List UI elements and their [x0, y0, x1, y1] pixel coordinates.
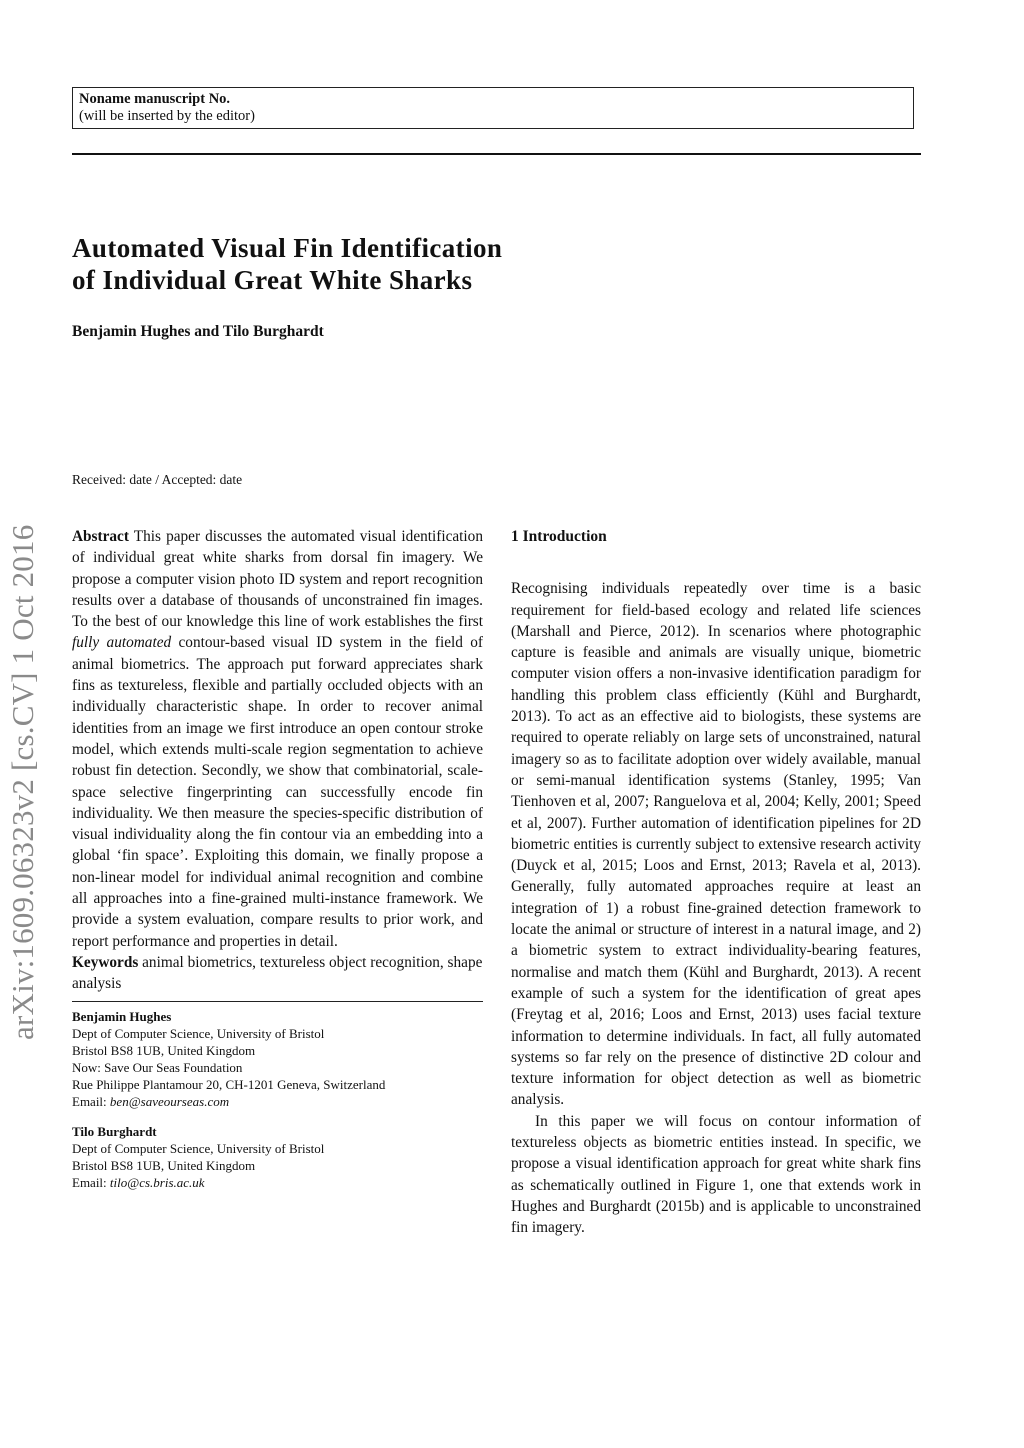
affiliation-line: Bristol BS8 1UB, United Kingdom [72, 1042, 256, 1058]
affiliation-name: Benjamin Hughes [72, 1008, 172, 1024]
affiliation-block [72, 1008, 483, 1110]
title-line-2: of Individual Great White Sharks [72, 265, 473, 295]
affiliation-line: Rue Philippe Plantamour 20, CH-1201 Geneva, Switzerland [72, 1076, 386, 1092]
affiliation-block [72, 1123, 483, 1191]
editor-note: (will be inserted by the editor) [79, 108, 255, 124]
author-list: Benjamin Hughes and Tilo Burghardt [72, 323, 324, 340]
intro-paragraph-1: Recognising individuals repeatedly over time is a basic requirement for field-based ecology and related life sciences (Marshall and Pierce, 2012). In scenarios where photographic capture is feasible and animals are visually unique, biometric computer vision offers a non-invasive identification paradigm for handling this problem class efficiently (Kühl and Burghardt, 2013). To act as an effective aid to biologists, these systems are required to operate reliably on large sets of unconstrained, natural imagery so as to facilitate adoption over widely available, manual or semi-manual identification systems (Stanley, 1995; Van Tienhoven et al, 2007; Ranguelova et al, 2004; Kelly, 2001; Speed et al, 2007). Further automation of identification pipelines for 2D biometric entities is currently subject to extensive research activity (Duyck et al, 2015; Loos and Ernst, 2013; Ravela et al, 2013). Generally, fully automated approaches require at least an integration of 1) a robust fine-grained detection framework to locate the animal or structure of interest in a natural image, and 2) a biometric system to extract individuality-bearing features, normalise and match them (Kühl and Burghardt, 2013). A recent example of such a system for the identification of great apes (Freytag et al, 2016; Loos and Ernst, 2013) uses facial texture information to determine individuals. In fact, all fully automated systems so far rely on the presence of distinctive 2D colour and texture information for object detection as well as biometric analysis. [511, 580, 921, 1109]
title-line-1: Automated Visual Fin Identification [72, 233, 503, 263]
email-label: Email: [72, 1174, 107, 1190]
keywords-label: Keywords [72, 953, 139, 971]
abstract [72, 526, 483, 952]
affiliation-line: Dept of Computer Science, University of Bristol [72, 1025, 325, 1041]
right-column [511, 526, 921, 1239]
paper-title [72, 232, 772, 296]
affiliation-name: Tilo Burghardt [72, 1123, 157, 1139]
received-date: Received: date / Accepted: date [72, 472, 243, 487]
affiliation-line: Bristol BS8 1UB, United Kingdom [72, 1157, 256, 1173]
affiliation-line: Now: Save Our Seas Foundation [72, 1059, 243, 1075]
email-address[interactable]: ben@saveourseas.com [109, 1093, 230, 1109]
affiliation-rule [72, 1001, 483, 1002]
affiliation-email [72, 1174, 483, 1191]
affiliation-email [72, 1093, 483, 1110]
abstract-emphasis: fully automated [72, 634, 172, 652]
editor-box [72, 87, 914, 129]
affiliation-line: Dept of Computer Science, University of Bristol [72, 1140, 325, 1156]
abstract-text-b: contour-based visual ID system in the field of animal biometrics. The approach put forward appreciates shark fins as textureless, flexible and partially occluded objects with an individually characteristic shape. In order to recover animal identities from an image we first introduce an open contour stroke model, which extends multi-scale region segmentation to achieve robust fin detection. Secondly, we show that combinatorial, scale-space selective fingerprinting can successfully encode fin individuality. We then measure the species-specific distribution of visual individuality along the fin contour via an embedding into a global ‘fin space’. Exploiting this domain, we finally propose a non-linear model for individual animal recognition and combine all approaches into a fine-grained multi-instance framework. We provide a system evaluation, compare results to prior work, and report performance and properties in detail. [72, 634, 483, 950]
keywords [72, 952, 483, 995]
intro-paragraph-2: In this paper we will focus on contour information of textureless objects as biometric entities instead. In specific, we propose a visual identification approach for great white shark fins as schematically outlined in Figure 1, one that extends work in Hughes and Burghardt (2015b) and is applicable to unconstrained fin imagery. [511, 1112, 921, 1237]
affiliations [72, 1008, 483, 1191]
email-label: Email: [72, 1093, 107, 1109]
email-address[interactable]: tilo@cs.bris.ac.uk [109, 1174, 205, 1190]
abstract-text-a: This paper discusses the automated visual identification of individual great white sharks from dorsal fin imagery. We propose a computer vision photo ID system and report recognition results over a database of thousands of unconstrained fin images. To the best of our knowledge this line of work establishes the first [72, 528, 483, 631]
abstract-label: Abstract [72, 528, 129, 545]
arxiv-identifier: arXiv:1609.06323v2 [cs.CV] 1 Oct 2016 [5, 524, 40, 1040]
keywords-text: animal biometrics, textureless object recognition, shape analysis [72, 953, 483, 993]
header-rule [72, 153, 921, 155]
section-heading: 1 Introduction [511, 528, 607, 545]
left-column [72, 526, 483, 1204]
manuscript-number: Noname manuscript No. [79, 91, 231, 107]
